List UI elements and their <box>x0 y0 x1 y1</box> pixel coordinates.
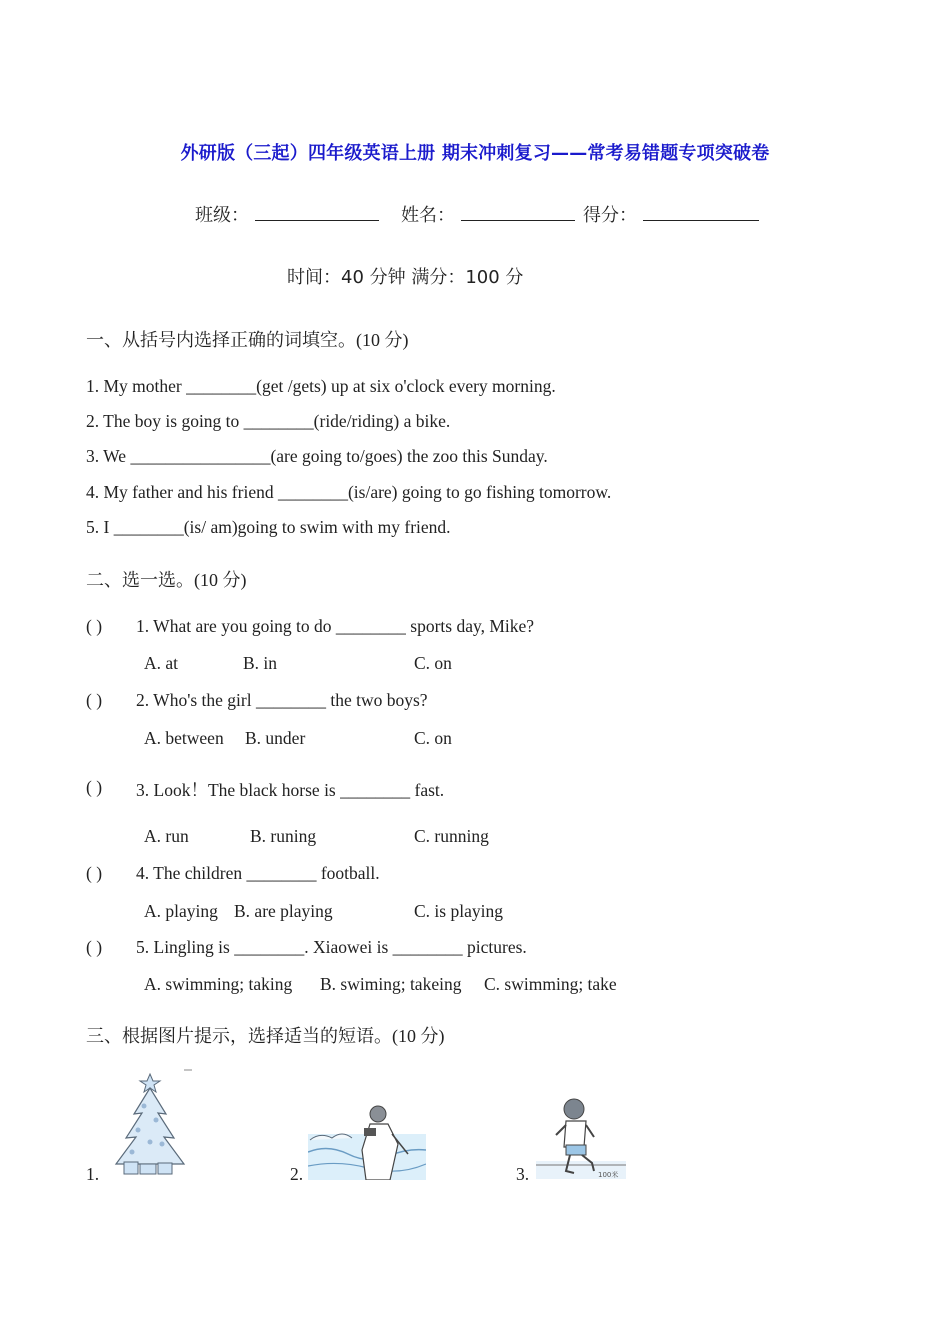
picture-number-3: 3. <box>516 1164 530 1184</box>
answer-paren-1[interactable]: ( ) <box>86 616 103 636</box>
q2-option-a: A. between <box>144 728 224 748</box>
q2-option-c: C. on <box>414 728 452 748</box>
q4-option-c: C. is playing <box>414 901 503 921</box>
q1-option-a: A. at <box>144 653 179 673</box>
answer-paren-3[interactable]: ( ) <box>86 777 103 797</box>
section2-heading: 二、选一选。(10 分) <box>86 570 247 590</box>
time-score-line: 时间：40 分钟 满分：100 分 <box>287 267 524 288</box>
answer-paren-2[interactable]: ( ) <box>86 690 103 710</box>
q4-option-b: B. are playing <box>234 901 333 921</box>
name-label: 姓名： <box>401 205 455 226</box>
section1-item-4: 4. My father and his friend ________(is/are) going to go fishing tomorrow. <box>86 482 612 502</box>
class-field <box>195 201 379 227</box>
q1-option-c: C. on <box>414 653 452 673</box>
q5-option-b: B. swiming; takeing <box>320 974 462 994</box>
score-field <box>583 201 759 227</box>
page-title: 外研版（三起）四年级英语上册 期末冲刺复习——常考易错题专项突破卷 <box>180 143 770 164</box>
photographer-picture <box>308 1104 426 1180</box>
question-2: 2. Who's the girl ________ the two boys? <box>136 690 428 710</box>
question-3: 3. Look！The black horse is ________ fast. <box>136 780 445 800</box>
christmas-tree-picture <box>104 1068 194 1180</box>
picture-number-2: 2. <box>290 1164 304 1184</box>
score-label: 得分： <box>583 205 637 226</box>
answer-paren-4[interactable]: ( ) <box>86 863 103 883</box>
section1-item-2: 2. The boy is going to ________(ride/riding) a bike. <box>86 411 451 431</box>
q3-option-a: A. run <box>144 826 189 846</box>
picture-number-1: 1. <box>86 1164 100 1184</box>
question-5: 5. Lingling is ________. Xiaowei is ________ pictures. <box>136 937 527 957</box>
section1-item-5: 5. I ________(is/ am)going to swim with my friend. <box>86 517 451 537</box>
name-blank[interactable] <box>461 204 575 221</box>
answer-paren-5[interactable]: ( ) <box>86 937 103 957</box>
q3-option-c: C. running <box>414 826 489 846</box>
question-1: 1. What are you going to do ________ sports day, Mike? <box>136 616 535 636</box>
section1-item-3: 3. We ________________(are going to/goes) the zoo this Sunday. <box>86 446 548 466</box>
section3-heading: 三、根据图片提示，选择适当的短语。(10 分) <box>86 1026 445 1046</box>
running-boy-picture <box>536 1095 626 1181</box>
q3-option-b: B. runing <box>250 826 317 846</box>
section1-heading: 一、从括号内选择正确的词填空。(10 分) <box>86 330 409 350</box>
class-label: 班级： <box>195 205 249 226</box>
track-distance-label: 100米 <box>598 1171 619 1179</box>
q5-option-c: C. swimming; take <box>484 974 617 994</box>
q1-option-b: B. in <box>243 653 278 673</box>
name-field <box>401 201 575 227</box>
section1-item-1: 1. My mother ________(get /gets) up at six o'clock every morning. <box>86 376 556 396</box>
q4-option-a: A. playing <box>144 901 218 921</box>
q2-option-b: B. under <box>245 728 306 748</box>
class-blank[interactable] <box>255 204 379 221</box>
score-blank[interactable] <box>643 204 759 221</box>
q5-option-a: A. swimming; taking <box>144 974 293 994</box>
question-4: 4. The children ________ football. <box>136 863 380 883</box>
